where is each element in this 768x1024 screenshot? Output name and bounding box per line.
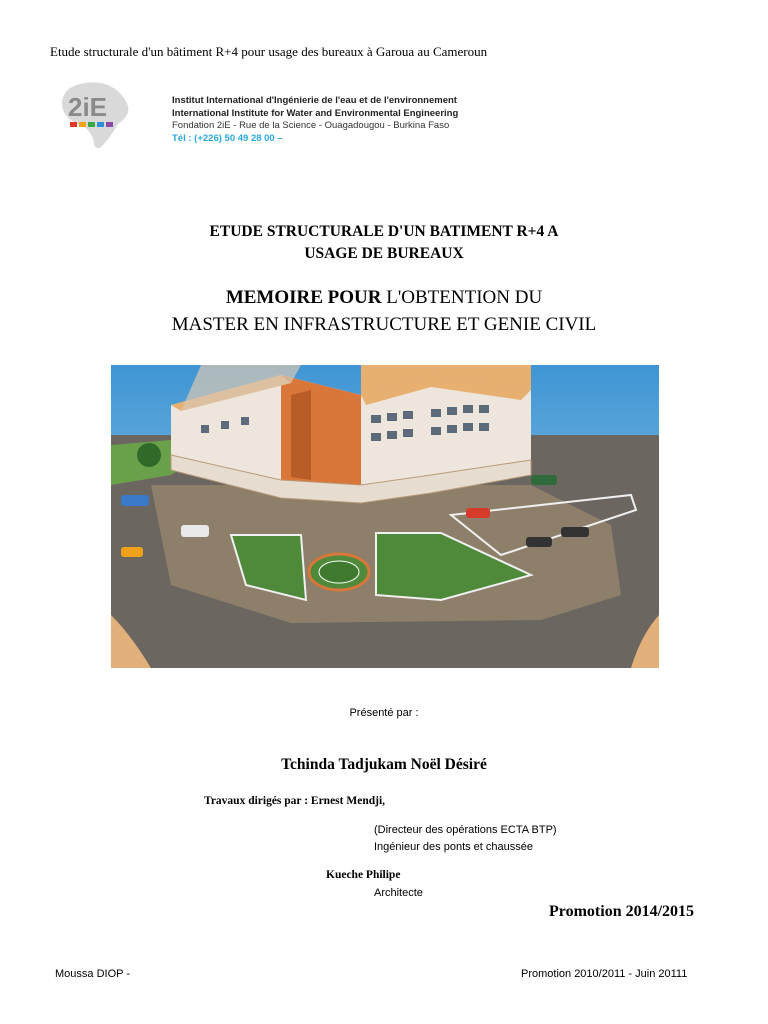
footer-right: Promotion 2010/2011 - Juin 20111 bbox=[521, 968, 688, 980]
car bbox=[561, 527, 589, 537]
logo-dot bbox=[70, 122, 77, 127]
architect-name: Kueche Philipe bbox=[326, 869, 401, 881]
2ie-logo bbox=[58, 80, 132, 152]
institution-address: Fondation 2iE - Rue de la Science - Ouagadougou - Burkina Faso bbox=[172, 120, 450, 131]
institution-name-en: International Institute for Water and Environmental Engineering bbox=[172, 107, 459, 119]
presented-by-label: Présenté par : bbox=[349, 707, 419, 719]
logo-wordmark: 2iE bbox=[68, 92, 108, 122]
building-rendering-image bbox=[111, 365, 659, 668]
logo-dot bbox=[79, 122, 86, 127]
roundabout-center bbox=[319, 561, 359, 583]
supervisor-role-2: Ingénieur des ponts et chaussée bbox=[374, 841, 534, 853]
supervisor-role-1: (Directeur des opérations ECTA BTP) bbox=[374, 824, 557, 836]
memoire-line bbox=[0, 287, 768, 309]
institution-phone: Tél : (+226) 50 49 28 00 – bbox=[172, 132, 283, 144]
car bbox=[531, 475, 557, 485]
running-header: Etude structurale d'un bâtiment R+4 pour usage des bureaux à Garoua au Cameroun bbox=[50, 44, 488, 59]
tree bbox=[137, 443, 161, 467]
logo-dot bbox=[106, 122, 113, 127]
degree-line: MASTER EN INFRASTRUCTURE ET GENIE CIVIL bbox=[171, 314, 597, 335]
memoire-bold: MEMOIRE POUR bbox=[225, 287, 382, 308]
car bbox=[526, 537, 552, 547]
supervisor-line: Travaux dirigés par : Ernest Mendji, bbox=[204, 795, 386, 807]
footer-left: Moussa DIOP - bbox=[55, 968, 130, 980]
promotion-year: Promotion 2014/2015 bbox=[549, 903, 695, 920]
institution-name-fr: Institut International d'Ingénierie de l'eau et de l'environnement bbox=[172, 95, 457, 106]
car bbox=[466, 508, 490, 518]
institution-block bbox=[172, 95, 458, 145]
car bbox=[121, 547, 143, 557]
car bbox=[181, 525, 209, 537]
author-name: Tchinda Tadjukam Noël Désiré bbox=[281, 756, 487, 773]
memoire-rest: L'OBTENTION DU bbox=[381, 287, 543, 308]
architect-role: Architecte bbox=[374, 887, 423, 899]
logo-dot bbox=[88, 122, 95, 127]
thesis-title-line2: USAGE DE BUREAUX bbox=[304, 245, 464, 262]
building-tower bbox=[291, 390, 311, 480]
thesis-title-line1: ETUDE STRUCTURALE D'UN BATIMENT R+4 A bbox=[209, 223, 559, 240]
logo-dot bbox=[97, 122, 104, 127]
car bbox=[121, 495, 149, 506]
